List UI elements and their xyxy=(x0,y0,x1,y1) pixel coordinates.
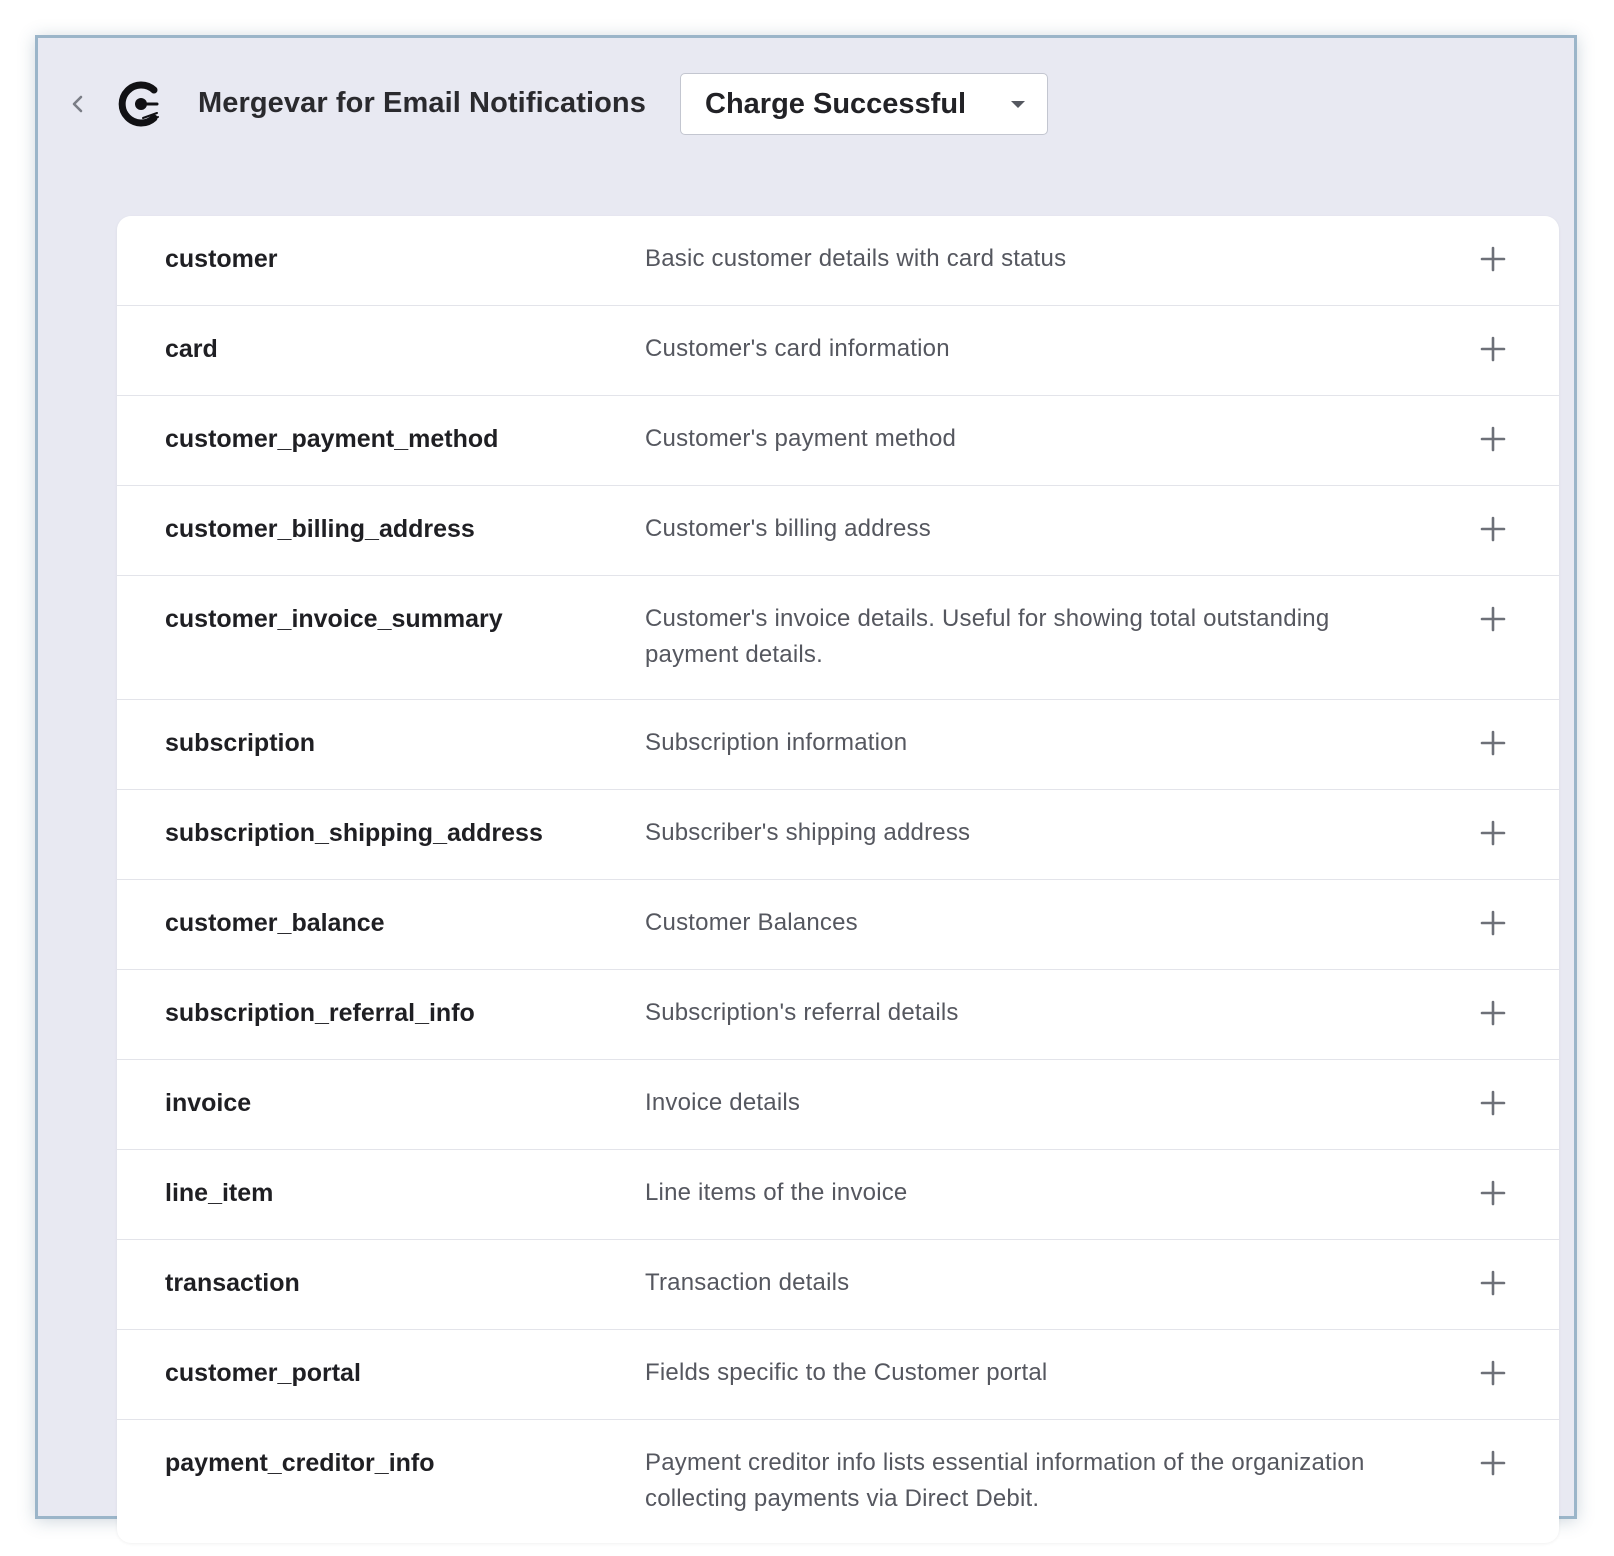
add-mergevar-button[interactable] xyxy=(1473,1083,1513,1123)
mergevar-row xyxy=(117,700,1559,790)
event-type-dropdown[interactable] xyxy=(680,73,1048,135)
add-mergevar-button[interactable] xyxy=(1473,1263,1513,1303)
mergevar-row xyxy=(117,306,1559,396)
mergevar-name: card xyxy=(165,335,218,363)
mergevar-row xyxy=(117,880,1559,970)
mergevar-description: Line items of the invoice xyxy=(645,1179,908,1206)
add-mergevar-button[interactable] xyxy=(1473,813,1513,853)
add-mergevar-button[interactable] xyxy=(1473,329,1513,369)
mergevar-row xyxy=(117,1420,1559,1543)
caret-down-icon xyxy=(1011,101,1025,108)
add-mergevar-button[interactable] xyxy=(1473,903,1513,943)
add-mergevar-button[interactable] xyxy=(1473,419,1513,459)
mergevar-row xyxy=(117,216,1559,306)
add-mergevar-button[interactable] xyxy=(1473,1443,1513,1483)
mergevar-row xyxy=(117,1330,1559,1420)
back-button[interactable] xyxy=(66,88,90,120)
plus-icon xyxy=(1480,1450,1506,1476)
mergevar-description: Invoice details xyxy=(645,1089,801,1116)
mergevar-name: transaction xyxy=(165,1269,300,1297)
mergevar-description: Subscriber's shipping address xyxy=(645,819,971,846)
plus-icon xyxy=(1480,606,1506,632)
mergevar-name: invoice xyxy=(165,1089,252,1117)
mergevar-name: line_item xyxy=(165,1179,274,1207)
plus-icon xyxy=(1480,1000,1506,1026)
plus-icon xyxy=(1480,246,1506,272)
plus-icon xyxy=(1480,1360,1506,1386)
mergevar-name: customer xyxy=(165,245,278,273)
add-mergevar-button[interactable] xyxy=(1473,509,1513,549)
app-window xyxy=(35,35,1577,1519)
mergevar-name: customer_balance xyxy=(165,909,385,937)
mergevar-description: Fields specific to the Customer portal xyxy=(645,1359,1048,1386)
plus-icon xyxy=(1480,910,1506,936)
plus-icon xyxy=(1480,1270,1506,1296)
mergevar-name: payment_creditor_info xyxy=(165,1449,435,1477)
add-mergevar-button[interactable] xyxy=(1473,1353,1513,1393)
mergevar-row xyxy=(117,970,1559,1060)
plus-icon xyxy=(1480,426,1506,452)
plus-icon xyxy=(1480,730,1506,756)
add-mergevar-button[interactable] xyxy=(1473,599,1513,639)
mergevar-name: subscription xyxy=(165,729,316,757)
mergevar-name: subscription_shipping_address xyxy=(165,819,543,847)
mergevar-row xyxy=(117,396,1559,486)
mergevar-row xyxy=(117,1150,1559,1240)
mergevar-description: Subscription's referral details xyxy=(645,999,959,1026)
mergevar-name: customer_payment_method xyxy=(165,425,499,453)
mergevar-description: Payment creditor info lists essential information of the organization collecting payments via Direct Debit. xyxy=(645,1449,1365,1512)
plus-icon xyxy=(1480,820,1506,846)
mergevar-list xyxy=(117,216,1559,1543)
page-title: Mergevar for Email Notifications xyxy=(198,87,646,119)
chevron-left-icon xyxy=(70,92,86,116)
plus-icon xyxy=(1480,516,1506,542)
mergevar-description: Customer's card information xyxy=(645,335,950,362)
plus-icon xyxy=(1480,1180,1506,1206)
mergevar-description: Transaction details xyxy=(645,1269,850,1296)
plus-icon xyxy=(1480,336,1506,362)
mergevar-description: Subscription information xyxy=(645,729,908,756)
add-mergevar-button[interactable] xyxy=(1473,1173,1513,1213)
mergevar-row xyxy=(117,790,1559,880)
mergevar-name: subscription_referral_info xyxy=(165,999,475,1027)
mergevar-name: customer_billing_address xyxy=(165,515,475,543)
mergevar-description: Customer's invoice details. Useful for showing total outstanding payment details. xyxy=(645,605,1330,668)
mergevar-description: Customer Balances xyxy=(645,909,858,936)
mergevar-row xyxy=(117,486,1559,576)
mergevar-description: Customer's billing address xyxy=(645,515,931,542)
mergevar-row xyxy=(117,1240,1559,1330)
mergevar-description: Basic customer details with card status xyxy=(645,245,1067,272)
header xyxy=(38,38,1574,178)
mergevar-row xyxy=(117,1060,1559,1150)
mergevar-row xyxy=(117,576,1559,700)
mergevar-description: Customer's payment method xyxy=(645,425,957,452)
chargebee-logo-icon xyxy=(116,80,164,128)
event-type-selected-value: Charge Successful xyxy=(705,87,967,120)
add-mergevar-button[interactable] xyxy=(1473,993,1513,1033)
mergevar-name: customer_portal xyxy=(165,1359,361,1387)
add-mergevar-button[interactable] xyxy=(1473,239,1513,279)
plus-icon xyxy=(1480,1090,1506,1116)
add-mergevar-button[interactable] xyxy=(1473,723,1513,763)
mergevar-name: customer_invoice_summary xyxy=(165,605,503,633)
